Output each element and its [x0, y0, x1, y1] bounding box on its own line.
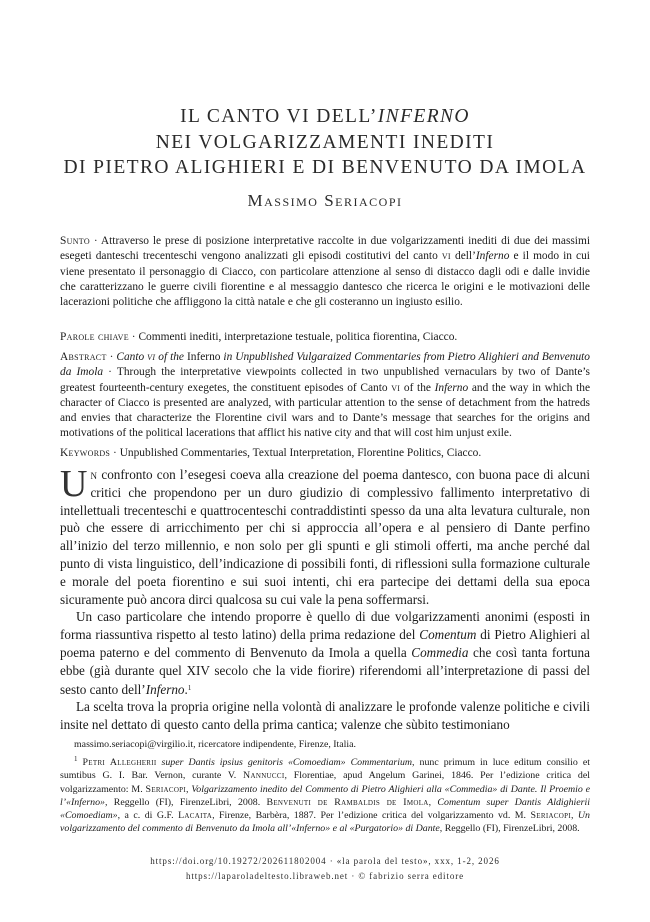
paragraph-1-smallcaps: n	[90, 467, 98, 482]
parole-chiave	[60, 330, 590, 345]
paragraph-1	[60, 463, 590, 608]
fn1-d: Nannucci	[243, 770, 285, 782]
fn1-m: , a c. di G.F.	[117, 810, 179, 822]
keywords	[60, 446, 590, 461]
paragraph-2-b: di Pietro Alighieri al poema paterno e del commento di Benvenuto da Imola a quella	[60, 627, 590, 660]
fn1-f: Seriacopi	[145, 783, 187, 795]
keywords-sep: ·	[110, 447, 120, 459]
title-line-3: DI PIETRO ALIGHIERI E DI BENVENUTO DA IMOLA	[63, 157, 587, 178]
title-line-1-text: IL CANTO VI DELL’	[180, 106, 378, 127]
parole-chiave-sep: ·	[128, 331, 139, 343]
footnote-1-number: 1	[74, 755, 78, 764]
footnote-mark-1[interactable]: 1	[187, 683, 192, 692]
drop-cap: U	[60, 463, 88, 505]
abstract-title-a: Canto	[116, 351, 148, 363]
abstract-title-b: vi	[147, 351, 156, 363]
fn1-s: , Reggello (FI), FirenzeLibri, 2008.	[439, 823, 580, 835]
doi-line[interactable]: https://doi.org/10.19272/202611802004 · «la parola del testo», xxx, 1-2, 2026	[150, 856, 500, 866]
parole-chiave-text: Commenti inediti, interpretazione testuale, politica fiorentina, Ciacco.	[138, 331, 458, 343]
fn1-j: Benvenuti de Rambaldis de Imola	[266, 796, 429, 808]
sunto-block	[60, 234, 590, 310]
abstract-sep: ·	[106, 351, 117, 363]
abstract-title-c: of the	[155, 351, 187, 363]
sunto-sep: ·	[89, 235, 101, 247]
paragraph-2-c: che così tanta fortuna ebbe (già durante quel XIV secolo che la vide fiorire) riferendomi all’interpretazione di passi del sesto canto dell’	[60, 644, 590, 697]
fn1-p: Seriacopi	[530, 810, 571, 822]
abstract-block	[60, 350, 590, 442]
abstract-inferno: Inferno	[434, 381, 469, 394]
paragraph-2-a: Un caso particolare che intendo proporre è quello di due volgarizzamenti anonimi (esposti in forma riassuntiva rispetto al testo latino) della prima redazione del	[60, 609, 590, 643]
sunto-text-1: Attraverso le prese di posizione interpretative raccolte in due volgarizzamenti inediti di due dei massimi esegeti danteschi trecenteschi vengono analizzati gli episodi costitutivi del canto	[60, 235, 590, 263]
fn1-r: Un volgarizzamento del commento di Benvenuto da Imola all’«Inferno» e al «Purgatorio» di Dante	[60, 810, 590, 835]
abstract-title-d: Inferno	[186, 351, 221, 363]
body-text	[60, 463, 590, 734]
fn1-l: Comentum super Dantis Aldighierii «Comoediam»	[60, 796, 590, 822]
title-line-1-italic: INFERNO	[377, 106, 470, 127]
abstract-text-1: · Through the interpretative viewpoints collected in two unpublished vernaculars by two of Dante’s greatest fourteenth-century exegetes, the constituent episodes of Canto	[60, 366, 590, 394]
fn1-a: Petri Allegherii	[82, 757, 157, 769]
footnote-1	[60, 753, 590, 835]
fn1-n: Lacaita	[178, 810, 213, 822]
sunto-text-3: e il modo in cui viene presentato il personaggio di Ciacco, con particolare attenzione al senso di distacco dagli odi e dalle invidie che caratterizzano le guerre civili fiorentine e al messaggio dantesco che ricerca le origini e le motivazioni delle lacerazioni politiche che affliggono la città natale e che gli costeranno un ingiusto esilio.	[60, 250, 590, 309]
keywords-text: Unpublished Commentaries, Textual Interpretation, Florentine Politics, Ciacco.	[119, 447, 482, 459]
paragraph-3: La scelta trova la propria origine nella volontà di analizzare le profonde valenze politiche e civili insite nel dettato di questo canto della prima cantica; valenze che sùbito testimoniano	[60, 699, 590, 733]
abstract-title-e: in Unpublished Vulgaraized Commentaries from Pietro Alighieri and Benvenuto da Imola	[60, 351, 590, 379]
sunto-inferno: Inferno	[475, 250, 510, 263]
fn1-b: super Dantis ipsius genitoris «Comoediam» Commentarium	[156, 757, 413, 769]
fn1-g: ,	[186, 783, 192, 795]
title-line-2: NEI VOLGARIZZAMENTI INEDITI	[155, 131, 495, 153]
fn1-q: ,	[570, 810, 578, 822]
paragraph-2-d: .	[184, 681, 188, 697]
keywords-label: Keywords	[60, 447, 111, 459]
abstract-label: Abstract	[60, 351, 107, 363]
fn1-k: ,	[428, 796, 438, 808]
sunto-text-2: dell’	[450, 250, 476, 263]
parole-chiave-label: Parole chiave	[60, 331, 129, 343]
fn1-e: , Florentiae, apud Angelum Garinei, 1846. Per l’edizione critica del volgarizzamento: M.	[60, 770, 590, 795]
abstract-text-3: and the way in which the character of Ciacco is presented are analyzed, with particular attention to the sense of detachment from the hatreds and envies that characterize the Florentine civil wars and to Dante’s message that searches for the origins and motivations of the political lacerations that afflict his native city and that will cost him unjust exile.	[60, 381, 590, 440]
abstract-text-2: of the	[400, 381, 435, 394]
paragraph-2	[60, 608, 590, 698]
paragraph-2-commedia: Commedia	[411, 644, 469, 660]
author-name: Massimo Seriacopi	[247, 191, 403, 210]
fn1-o: , Firenze, Barbèra, 1887. Per l’edizione critica del volgarizzamento vd. M.	[212, 810, 531, 822]
footnotes	[60, 738, 590, 837]
abstract-canto: vi	[391, 381, 401, 394]
sunto-label: Sunto	[60, 235, 90, 247]
title-line-1	[60, 104, 590, 130]
article-title	[60, 104, 590, 181]
paragraph-2-comentum: Comentum	[419, 627, 477, 643]
sunto-canto: vi	[441, 250, 451, 263]
paragraph-1-text: confronto con l’esegesi coeva alla creazione del poema dantesco, con buona pace di alcuni critici che propendono per un duro giudizio di complessivo fallimento interpretativo di intellettuali trecenteschi e quattrocenteschi contraddistinti spesso da una alta levatura culturale, non può che essere di arricchimento per chi si approccia all’opera e al pensiero di Dante perfino all’inizio del terzo millennio, e non solo per gli spunti e gli stimoli offerti, ma anche perché dal punto di vista linguistico, dell’indicazione di possibili fonti, di riflessioni sulla formazione culturale e morale del poeta fiorentino e sui suoi intenti, chi era partecipe dei dettami della sua epoca sicuramente può ancora dirci qualcosa su cui vale la pena soffermarsi.	[60, 467, 590, 607]
fn1-h: Volgarizzamento inedito del Commento di Pietro Alighieri alla «Commedia» di Dante. Il Proemio e l’«Inferno»	[60, 783, 591, 808]
publisher-line[interactable]: https://laparoladeltesto.libraweb.net · © fabrizio serra editore	[185, 871, 465, 881]
paragraph-2-inferno: Inferno	[145, 681, 185, 697]
affiliation: massimo.seriacopi@virgilio.it, ricercatore indipendente, Firenze, Italia.	[74, 739, 357, 750]
fn1-i: , Reggello (FI), FirenzeLibri, 2008.	[104, 796, 267, 808]
fn1-c: , nunc primum in luce editum consilio et sumtibus G. I. Bar. Vernon, curante V.	[60, 757, 590, 782]
